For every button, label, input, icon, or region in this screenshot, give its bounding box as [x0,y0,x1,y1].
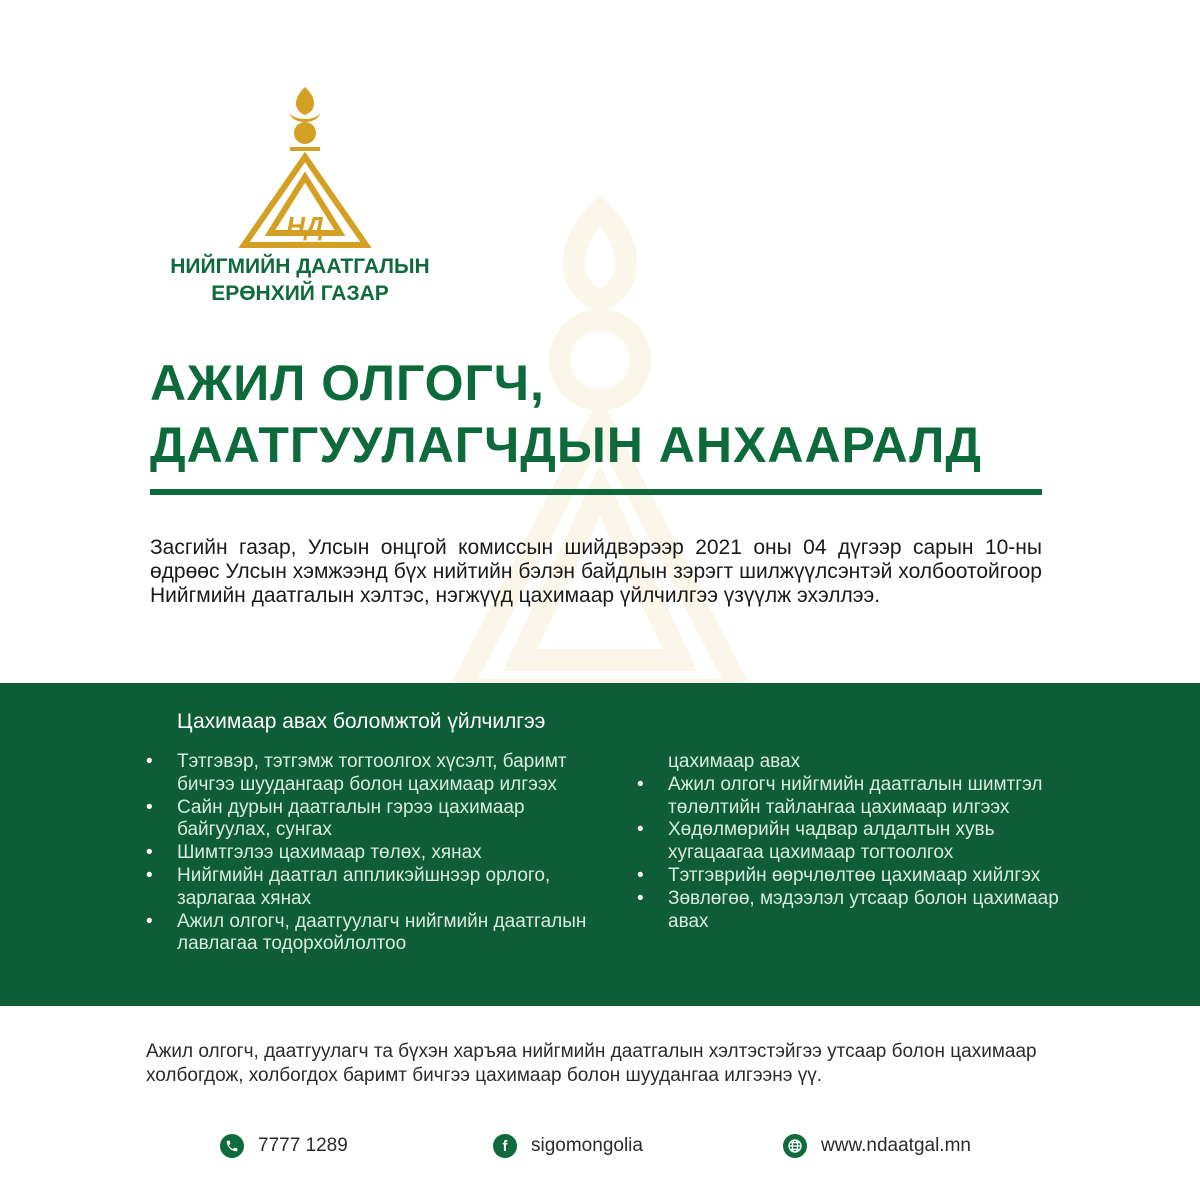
footer-notice: Ажил олгогч, даатгуулагч та бүхэн харъяа нийгмийн даатгалын хэлтэстэйгээ утсаар болон цахимаар холбогдож, холбогдох баримт бичгээ цахимаар болон шуудангаа илгээнэ үү. [146,1041,1037,1086]
services-list-left [177,751,587,956]
list-item: • Хөдөлмөрийн чадвар алдалтын хувь хугацаагаа цахимаар тогтоолгох [668,819,1068,865]
organization-name-line1: НИЙГМИЙН ДААТГАЛЫН [170,255,430,278]
organization-name [165,253,435,307]
title-line2: ДААТГУУЛАГЧДЫН АНХААРАЛД [150,417,982,473]
services-title: Цахимаар авах боломжтой үйлчилгээ [177,710,546,733]
website-link[interactable]: www.ndaatgal.mn [821,1135,971,1156]
phone-number[interactable]: 7777 1289 [258,1135,348,1156]
contact-phone[interactable] [220,1134,348,1158]
globe-icon [783,1134,807,1158]
contact-facebook[interactable] [493,1134,643,1158]
facebook-handle[interactable]: sigomongolia [531,1135,643,1156]
list-item: • Нийгмийн даатгал аппликэйшнээр орлого, зарлагаа хянах [177,865,587,911]
organization-name-line2: ЕРӨНХИЙ ГАЗАР [211,282,389,305]
title-line1: АЖИЛ ОЛГОГЧ, [150,355,545,411]
page-title [150,352,1070,476]
list-item: • Тэтгэвэр, тэтгэмж тогтоолгох хүсэлт, баримт бичгээ шуудангаар болон цахимаар илгээх [177,751,587,797]
facebook-icon: f [493,1134,517,1158]
contact-website[interactable] [783,1134,971,1158]
logo-letters: НД [286,211,324,241]
services-list-right [668,751,1068,933]
title-divider [150,489,1042,495]
intro-paragraph: Засгийн газар, Улсын онцгой комиссын шийдвэрээр 2021 оны 04 дүгээр сарын 10-ны өдрөөс Улсын хэмжээнд бүх нийтийн бэлэн байдлын зэрэгт шилжүүлсэнтэй холбоотойгоор Нийгмийн даатгалын хэлтэс, нэгжүүд цахимаар үйлчилгээ үзүүлж эхэллээ. [150,536,1042,607]
list-item: • Зөвлөгөө, мэдээлэл утсаар болон цахимаар авах [668,888,1068,934]
list-item: • Ажил олгогч, даатгуулагч нийгмийн даатгалын лавлагаа тодорхойлолтоо [177,911,587,957]
list-item: • Сайн дурын даатгалын гэрээ цахимаар байгуулах, сунгах [177,797,587,843]
ndeg-logo-icon [230,85,380,255]
list-item-continued: цахимаар авах [668,751,801,772]
list-item: • Шимтгэлээ цахимаар төлөх, хянах [177,842,587,865]
phone-icon [220,1134,244,1158]
list-item: • Ажил олгогч нийгмийн даатгалын шимтгэл төлөлтийн тайлангаа цахимаар илгээх [668,774,1068,820]
list-item: • Тэтгэврийн өөрчлөлтөө цахимаар хийлгэх [668,865,1068,888]
